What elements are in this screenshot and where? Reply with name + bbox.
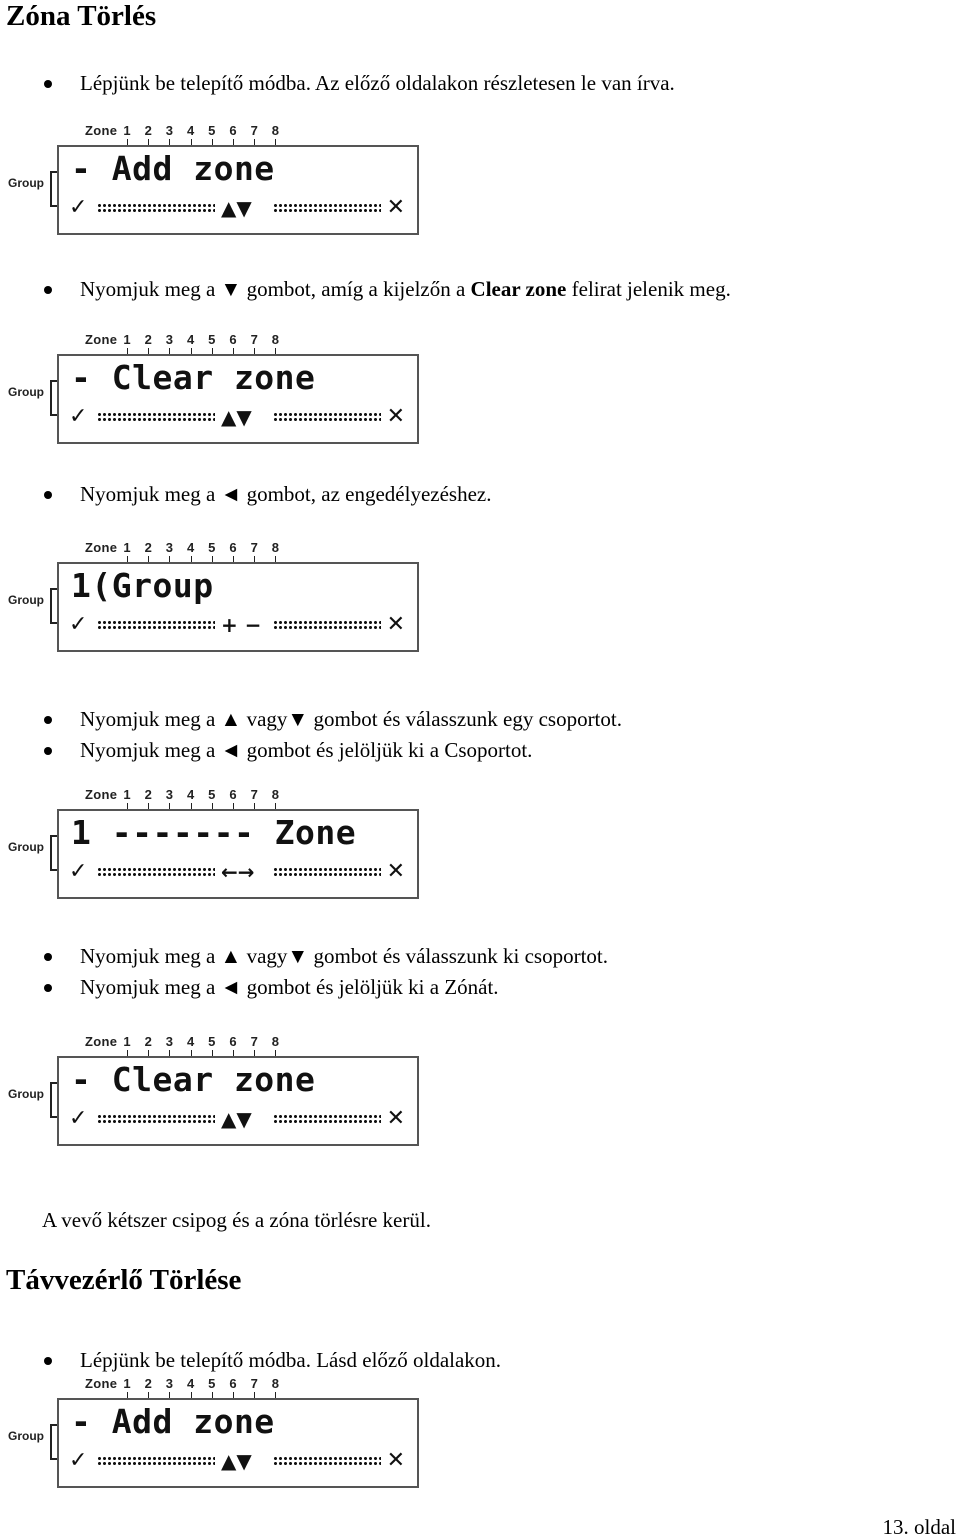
zone-number: 6: [229, 332, 237, 347]
close-icon: ✕: [386, 1448, 405, 1473]
zone-number: 4: [186, 787, 195, 802]
zone-number: 2: [144, 123, 152, 138]
close-icon: ✕: [386, 612, 405, 637]
zone-number: 2: [144, 787, 152, 802]
zone-number: 5: [208, 332, 216, 347]
dotted-bar: [273, 620, 381, 630]
zone-number-row: [123, 540, 287, 556]
section-title-zone-delete: Zóna Törlés: [6, 0, 157, 32]
zone-number: 5: [208, 123, 216, 138]
zone-label: Zone: [85, 540, 118, 555]
zone-number: 4: [186, 1034, 195, 1049]
zone-number: 2: [144, 332, 152, 347]
zone-number: 3: [165, 332, 173, 347]
check-icon: ✓: [69, 195, 88, 220]
lcd-screen: [57, 1398, 419, 1488]
zone-number: 5: [208, 787, 216, 802]
lcd-text-line: - Add zone: [71, 149, 275, 188]
zone-label: Zone: [85, 123, 118, 138]
close-icon: ✕: [386, 195, 405, 220]
bold-text: Clear zone: [470, 277, 567, 301]
zone-number: 8: [271, 1034, 279, 1049]
lcd-text-line: 1 ------- Zone: [71, 813, 357, 852]
group-label: Group: [8, 593, 44, 607]
lcd-status-line: [69, 861, 409, 883]
lcd-screen: [57, 809, 419, 899]
group-label: Group: [8, 176, 44, 190]
zone-number-row: [123, 1376, 287, 1392]
zone-number: 6: [229, 1034, 237, 1049]
zone-number: 6: [229, 540, 237, 555]
dotted-bar: [273, 412, 381, 422]
zone-number: 8: [271, 1376, 279, 1391]
paragraph: A vevő kétszer csipog és a zóna törlésre kerül.: [42, 1208, 431, 1232]
check-icon: ✓: [69, 1448, 88, 1473]
page-number: 13. oldal: [882, 1515, 956, 1539]
dotted-bar: [273, 203, 381, 213]
section-title-remote-delete: Távvezérlő Törlése: [6, 1264, 242, 1296]
lcd-screen: [57, 354, 419, 444]
zone-number: 1: [123, 332, 131, 347]
zone-number: 2: [144, 1034, 152, 1049]
lcd-text-line: - Clear zone: [71, 1060, 316, 1099]
lcd-text-line: - Add zone: [71, 1402, 275, 1441]
zone-number: 7: [250, 540, 258, 555]
zone-number-row: [123, 787, 287, 803]
zone-number: 3: [165, 123, 173, 138]
zone-number: 8: [271, 332, 279, 347]
zone-number: 7: [250, 787, 258, 802]
zone-number: 4: [186, 332, 195, 347]
zone-number: 3: [165, 1376, 173, 1391]
zone-number: 1: [123, 1376, 131, 1391]
nav-arrows-icon: ←→: [221, 860, 255, 884]
nav-arrows-icon: ▲▼: [221, 405, 252, 429]
nav-arrows-icon: + −: [221, 613, 262, 637]
zone-number: 3: [165, 1034, 173, 1049]
dotted-bar: [97, 620, 215, 630]
check-icon: ✓: [69, 404, 88, 429]
dotted-bar: [97, 1114, 215, 1124]
zone-number: 5: [208, 1376, 216, 1391]
lcd-status-line: [69, 1108, 409, 1130]
lcd-text-line: - Clear zone: [71, 358, 316, 397]
zone-number: 7: [250, 332, 258, 347]
zone-label: Zone: [85, 1034, 118, 1049]
lcd-text-line: 1(Group: [71, 566, 214, 605]
zone-number: 8: [271, 540, 279, 555]
zone-label: Zone: [85, 332, 118, 347]
check-icon: ✓: [69, 1106, 88, 1131]
lcd-screen: [57, 1056, 419, 1146]
zone-label: Zone: [85, 1376, 118, 1391]
zone-number: 2: [144, 1376, 152, 1391]
zone-number: 6: [229, 787, 237, 802]
dotted-bar: [273, 1456, 381, 1466]
dotted-bar: [273, 867, 381, 877]
check-icon: ✓: [69, 859, 88, 884]
dotted-bar: [97, 867, 215, 877]
lcd-status-line: [69, 197, 409, 219]
zone-number: 3: [165, 787, 173, 802]
zone-number: 1: [123, 540, 131, 555]
group-label: Group: [8, 1429, 44, 1443]
lcd-status-line: [69, 406, 409, 428]
zone-number: 6: [229, 123, 237, 138]
dotted-bar: [97, 412, 215, 422]
zone-number: 4: [186, 1376, 195, 1391]
close-icon: ✕: [386, 859, 405, 884]
check-icon: ✓: [69, 612, 88, 637]
zone-number: 5: [208, 540, 216, 555]
lcd-status-line: [69, 614, 409, 636]
zone-number-row: [123, 1034, 287, 1050]
zone-number: 8: [271, 787, 279, 802]
lcd-display: [6, 123, 420, 233]
lcd-display: [6, 1376, 420, 1486]
zone-number-row: [123, 123, 287, 139]
lcd-screen: [57, 562, 419, 652]
group-label: Group: [8, 385, 44, 399]
close-icon: ✕: [386, 404, 405, 429]
zone-number: 7: [250, 123, 258, 138]
lcd-display: [6, 787, 420, 897]
zone-number: 1: [123, 123, 131, 138]
lcd-status-line: [69, 1450, 409, 1472]
zone-number: 2: [144, 540, 152, 555]
nav-arrows-icon: ▲▼: [221, 1449, 252, 1473]
zone-number: 1: [123, 1034, 131, 1049]
lcd-screen: [57, 145, 419, 235]
dotted-bar: [273, 1114, 381, 1124]
zone-number: 4: [186, 123, 195, 138]
zone-number: 1: [123, 787, 131, 802]
zone-number: 7: [250, 1034, 258, 1049]
lcd-display: [6, 540, 420, 650]
nav-arrows-icon: ▲▼: [221, 196, 252, 220]
zone-number: 8: [271, 123, 279, 138]
zone-number: 7: [250, 1376, 258, 1391]
nav-arrows-icon: ▲▼: [221, 1107, 252, 1131]
zone-number: 5: [208, 1034, 216, 1049]
lcd-display: [6, 332, 420, 442]
dotted-bar: [97, 203, 215, 213]
zone-number: 4: [186, 540, 195, 555]
zone-label: Zone: [85, 787, 118, 802]
group-label: Group: [8, 840, 44, 854]
lcd-display: [6, 1034, 420, 1144]
zone-number-row: [123, 332, 287, 348]
zone-number: 3: [165, 540, 173, 555]
group-label: Group: [8, 1087, 44, 1101]
close-icon: ✕: [386, 1106, 405, 1131]
dotted-bar: [97, 1456, 215, 1466]
zone-number: 6: [229, 1376, 237, 1391]
